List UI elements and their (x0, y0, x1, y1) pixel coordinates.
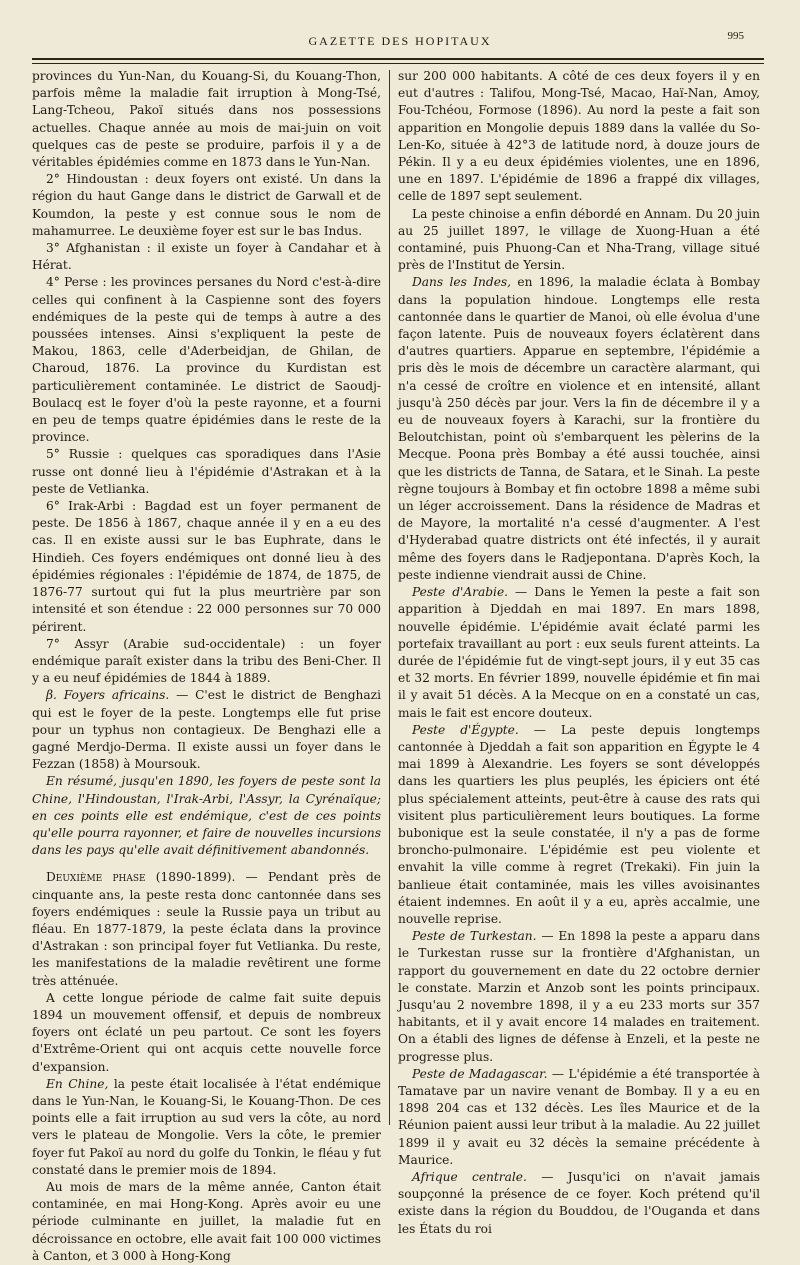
left-column (32, 68, 381, 1263)
paragraph (398, 584, 760, 722)
paragraph (398, 274, 760, 584)
section-label: Peste de Turkestan. (412, 929, 537, 944)
section-label: Afrique centrale. (412, 1170, 527, 1184)
paragraph: 2° Hindoustan : deux foyers ont existé. Un dans la région du haut Gange dans le district de Garwall et de Koumdon, la peste y est connue sous le nom de mahamurree. Le deuxième foyer est sur le bas Indus. (32, 172, 381, 238)
page-number: 995 (727, 30, 744, 42)
paragraph (398, 928, 760, 1066)
paragraph: 7° Assyr (Arabie sud-occidentale) : un foyer endémique paraît exister dans la tribu des Beni-Cher. Il y a eu neuf épidémies de 1844 à 1889. (32, 636, 381, 686)
paragraph: Au mois de mars de la même année, Canton était contaminée, en mai Hong-Kong. Après avoir eu une période culminante en juillet, la maladie fut en décroissance en octobre, elle avait fait 100 000 victimes à Canton, et 3 000 à Hong-Kong (32, 1180, 381, 1263)
section-label: β. Foyers africains. (46, 688, 170, 703)
paragraph (398, 722, 760, 928)
paragraph: 3° Afghanistan : il existe un foyer à Candahar et à Hérat. (32, 241, 381, 273)
right-column (398, 68, 760, 1236)
section-label: Peste d'Arabie. (412, 585, 509, 600)
paragraph-text: — L'épidémie a été transportée à Tamatave par un navire venant de Bombay. Il y a eu en 1898 204 cas et 132 décès. Les îles Maurice et de la Réunion paient aussi leur tribut à la maladie. Au 22 juillet 1899 il y avait eu 32 décès la semaine précédente à Maurice. (398, 1066, 760, 1167)
column-divider (389, 70, 390, 1125)
paragraph (398, 1169, 760, 1238)
header-rule-thin (32, 63, 764, 64)
paragraph: sur 200 000 habitants. A côté de ces deux foyers il y en eut d'autres : Talifou, Mong-Tsé, Macao, Haï-Nan, Amoy, Fou-Tchéou, Formose (1896). Au nord la peste a fait son apparition en Mongolie depuis 1889 dans la vallée du So-Len-Ko, située à 42°3 de latitude nord, à douze jours de Pékin. Il y a eu deux épidémies violentes, une en 1896, une en 1897. L'épidémie de 1896 a frappé dix villages, celle de 1897 sept seulement. (398, 69, 760, 204)
paragraph: A cette longue période de calme fait suite depuis 1894 un mouvement offensif, et depuis de nombreux foyers ont éclaté un peu partout. Ce sont les foyers d'Extrême-Orient qui ont acquis cette nouvelle force d'expansion. (32, 990, 381, 1074)
paragraph-text: — En 1898 la peste a apparu dans le Turkestan russe sur la frontière d'Afghanistan, un rapport du gouvernement en date du 22 octobre dernier le constate. Marzin et Anzob sont les points principaux. Jusqu'au 2 novembre 1898, il y a eu 233 morts sur 357 habitants, et il y avait encore 14 malades en traitement. On a établi des lignes de défense à Enzeli, et la peste ne progresse plus. (398, 929, 760, 1064)
paragraph: 6° Irak-Arbi : Bagdad est un foyer permanent de peste. De 1856 à 1867, chaque année il y en a eu des cas. Il en existe aussi sur le bas Euphrate, dans le Hindieh. Ces foyers endémiques ont donné lieu à des épidémies régionales : l'épidémie de 1874, de 1875, de 1876-77 surtout qui fut la plus meurtrière par son intensité et son étendue : 22 000 personnes sur 70 000 périrent. (32, 499, 381, 634)
paragraph-text: en 1896, la maladie éclata à Bombay dans la population hindoue. Longtemps elle resta cantonnée dans le quartier de Manoi, où elle évolua d'une façon latente. Puis de nouveaux foyers éclatèrent dans d'autres quartiers. Apparue en septembre, l'épidémie a pris dès le mois de décembre un caractère alarmant, qui n'a cessé de croître en violence et en intensité, allant jusqu'à 250 décès par jour. Vers la fin de décembre il y a eu de nouveaux foyers à Karachi, sur la frontière du Beloutchistan, point où s'embarquent les pèlerins de la Mecque. Poona près Bombay a été aussi touchée, ainsi que les districts de Tanna, de Satara, et le Sinah. La peste règne toujours à Bombay et fin octobre 1898 a même subi un léger accroissement. Dans la résidence de Madras et de Mayore, la mortalité n'a cessé d'augmenter. A l'est d'Hyderabad quatre districts ont été infectés, il y aurait même des foyers dans le Radjepontana. D'après Koch, la peste indienne viendrait aussi de Chine. (398, 275, 760, 582)
paragraph-text: — La peste depuis longtemps cantonnée à Djeddah a fait son apparition en Égypte le 4 mai 1899 à Alexandrie. Les foyers se sont développés dans les quartiers les plus peuplés, les épiciers ont été plus spécialement atteints, peut-être à cause des rats qui visitent plus particulièrement leurs boutiques. La forme bubonique est la seule constatée, il n'y a pas de forme broncho-pulmonaire. L'épidémie est peu violente et envahit la ville comme à regret (Trekaki). Fin juin la banlieue était contaminée, mais les villes avoisinantes étaient indemnes. En août il y a eu, après accalmie, une nouvelle reprise. (398, 722, 760, 926)
section-label: Dans les Indes, (412, 275, 512, 290)
section-label: Deuxième phase (46, 870, 146, 885)
paragraph: 5° Russie : quelques cas sporadiques dans l'Asie russe ont donné lieu à l'épidémie d'Astrakan et à la peste de Vetlianka. (32, 447, 381, 496)
paragraph: La peste chinoise a enfin débordé en Annam. Du 20 juin au 25 juillet 1897, le village de Xuong-Huan a été contaminé, puis Phuong-Can et Nha-Trang, village situé près de l'Institut de Yersin. (398, 206, 760, 273)
paragraph-text: — Jusqu'ici on n'avait jamais soupçonné la présence de ce foyer. Koch prétend qu'il existe dans la région du Bouddou, de l'Ouganda et dans les États du roi (398, 1170, 760, 1236)
paragraph-text: — Dans le Yemen la peste a fait son apparition à Djeddah en mai 1897. En mars 1898, nouvelle épidémie. L'épidémie avait éclaté parmi les portefaix travaillant au port : eux seuls furent atteints. La durée de l'épidémie fut de vingt-sept jours, il y eut 35 cas et 32 morts. En février 1899, nouvelle épidémie et fin mai il y avait 51 décès. A la Mecque on en a constaté un cas, mais le fait est encore douteux. (398, 585, 760, 720)
page-header-title: GAZETTE DES HOPITAUX (308, 34, 492, 48)
paragraph-text: la peste était localisée à l'état endémique dans le Yun-Nan, le Kouang-Si, le Kouang-Thon. De ces points elle a fait irruption au sud vers la côte, au nord vers le plateau de Mongolie. Vers la côte, le premier foyer fut Pakoï au nord du golfe du Tonkin, le fléau y fut constaté dans le premier mois de 1894. (32, 1076, 381, 1177)
paragraph (32, 1076, 381, 1179)
section-label: Peste d'Égypte. (412, 722, 519, 737)
paragraph: 4° Perse : les provinces persanes du Nord c'est-à-dire celles qui confinent à la Caspienne sont des foyers endémiques de la peste qui de temps à autre a des poussées intenses. Ainsi s'expliquent la peste de Makou, 1863, celle d'Aderbeidjan, de Ghilan, de Charoud, 1876. La province du Kurdistan est particulièrement contaminée. Le district de Saoudj-Boulacq est le foyer d'où la peste rayonne, et a fourni en peu de temps quatre épidémies dans le reste de la province. (32, 275, 381, 445)
paragraph (32, 687, 381, 773)
paragraph (32, 869, 381, 989)
paragraph-text: — C'est le district de Benghazi qui est le foyer de la peste. Longtemps elle fut prise pour un typhus non contagieux. De Benghazi elle a gagné Merdjo-Derma. Il existe aussi un foyer dans le Fezzan (1858) à Moursouk. (32, 688, 381, 772)
summary-paragraph: En résumé, jusqu'en 1890, les foyers de peste sont la Chine, l'Hindoustan, l'Irak-Arbi, l'Assyr, la Cyrénaïque; en ces points elle est endémique, c'est de ces points qu'elle pourra rayonner, et faire de nouvelles incursions dans les pays qu'elle avait définitivement abandonnés. (32, 774, 381, 858)
paragraph: provinces du Yun-Nan, du Kouang-Si, du Kouang-Thon, parfois même la maladie fait irruption à Mong-Tsé, Lang-Tcheou, Pakoï situés dans nos possessions actuelles. Chaque année au mois de mai-juin on voit quelques cas de peste se produire, parfois il y a de véritables épidémies comme en 1873 dans le Yun-Nan. (32, 69, 381, 170)
paragraph-text: (1890-1899). — Pendant près de cinquante ans, la peste resta donc cantonnée dans ses foyers endémiques : seule la Russie paya un tribut au fléau. En 1877-1879, la peste éclata dans la province d'Astrakan : son principal foyer fut Vetlianka. Du reste, les manifestations de la maladie revêtirent une forme très atténuée. (32, 870, 381, 988)
section-label: Peste de Madagascar. (412, 1066, 548, 1081)
header-rule (32, 58, 764, 60)
paragraph (398, 1066, 760, 1169)
section-label: En Chine, (46, 1076, 109, 1091)
